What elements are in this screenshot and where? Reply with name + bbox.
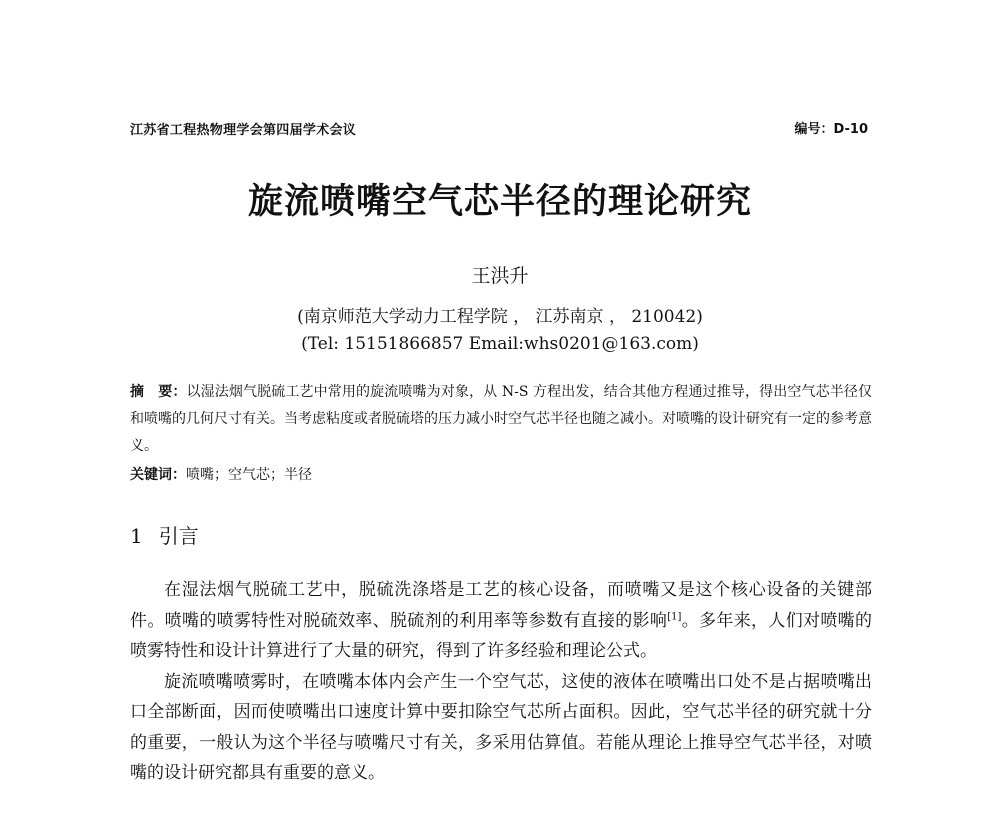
paper-number: 编号：D-10 bbox=[794, 122, 868, 137]
section-heading bbox=[130, 520, 199, 549]
paragraph-1-text-a: 在湿法烟气脱硫工艺中，脱硫洗涤塔是工艺的核心设备，而喷嘴又是这个核心设备的关键部件。喷嘴的喷雾特性对脱硫效率、脱硫剂的利用率等参数有直接的影响 bbox=[130, 580, 872, 631]
conference-header: 江苏省工程热物理学会第四届学术会议 bbox=[130, 123, 357, 138]
paragraph-1-text-b: 。多年来，人们对喷嘴的喷雾特性和设计计算进行了大量的研究，得到了许多经验和理论公式。 bbox=[130, 610, 873, 661]
paragraph-2: 旋流喷嘴喷雾时，在喷嘴本体内会产生一个空气芯，这使的液体在喷嘴出口处不是占据喷嘴出口全部断面，因而使喷嘴出口速度计算中要扣除空气芯所占面积。因此，空气芯半径的研究就十分的重要，一般认为这个半径与喷嘴尺寸有关，多采用估算值。若能从理论上推导空气芯半径，对喷嘴的设计研究都具有重要的意义。 bbox=[130, 671, 872, 783]
abstract-text: 以湿法烟气脱硫工艺中常用的旋流喷嘴为对象，从 N-S 方程出发，结合其他方程通过推导，得出空气芯半径仅和喷嘴的几何尺寸有关。当考虑粘度或者脱硫塔的压力减小时空气芯半径也随之减小。对喷嘴的设计研究有一定的参考意义。 bbox=[130, 384, 872, 454]
author-contact: (Tel: 15151866857 Email:whs0201@163.com) bbox=[301, 334, 699, 354]
body-text bbox=[130, 575, 872, 789]
section-number: 1 bbox=[130, 524, 143, 548]
keywords bbox=[130, 462, 872, 489]
abstract bbox=[130, 379, 872, 460]
paper-title: 旋流喷嘴空气芯半径的理论研究 bbox=[247, 182, 752, 222]
citation-ref: [1] bbox=[667, 610, 682, 622]
paragraph-1 bbox=[130, 575, 872, 667]
keywords-label: 关键词： bbox=[130, 467, 186, 483]
author-affiliation: (南京师范大学动力工程学院 ， 江苏南京 ， 210042) bbox=[297, 307, 703, 327]
keywords-text: 喷嘴；空气芯；半径 bbox=[186, 467, 312, 483]
author-name: 王洪升 bbox=[471, 265, 529, 287]
abstract-label: 摘 要： bbox=[130, 384, 187, 400]
section-title: 引言 bbox=[158, 524, 199, 548]
